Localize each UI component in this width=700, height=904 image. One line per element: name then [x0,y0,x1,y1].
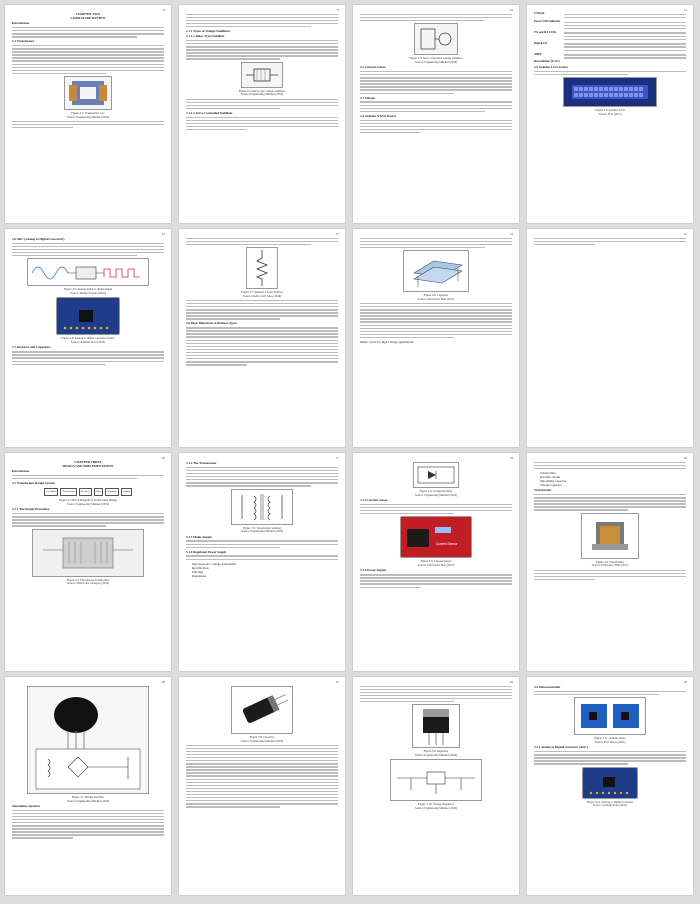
figure-source: Source: Design Fortune (2021) [70,290,106,295]
page-number: 23 [683,680,687,684]
pin-row: AREF [534,53,686,61]
page-20 [5,677,171,895]
figure-caption: Figure 3.4: Voltage Rectifier [419,489,453,493]
figure-source: Source: Adafruit Store (2015) [592,803,628,808]
page-number: 11 [683,8,687,12]
figure-source: Source: Radio Craft Sales (2019) [242,293,282,298]
section-heading: 2.5 Arduino LCD Screen [534,64,568,69]
section-heading: 2.8 Basic Behaviour of Resistor Types [186,321,237,326]
section-heading: 3.1.2 The Transformer [186,461,217,465]
page-content [186,12,338,219]
page-content [534,236,686,443]
section-heading: Smoothing capacitor [12,804,41,808]
adc-signal-figure [27,258,149,286]
section-heading: 2.1 Transformer [12,39,35,44]
figure-caption: Figure 2.2: Relay type voltage stabilizer [238,88,286,93]
section-heading: 3.1.1 The Design Procedure [12,507,50,512]
figure-source: Source: Engineering Mindset (2019) [240,529,284,534]
page-22 [353,677,519,895]
figure-source: Source: Engineering Mindset (2019) [414,59,458,64]
figure-caption: Figure 3.7: Bridge Rectifier [71,795,105,799]
page-19 [527,453,693,671]
page-content [12,236,164,443]
page-9 [179,5,345,223]
page-number: 16 [161,456,165,460]
page-content [360,460,512,667]
page-number: 12 [161,232,165,236]
list-item: Transformer [540,470,556,475]
list-item: Smoothing capacitor [540,479,567,484]
list-item: Step down AC voltage from mains [192,561,237,566]
capacitor-photo-figure [231,686,293,734]
block-transformer: Transformer [60,488,76,496]
page-content [12,12,164,219]
voltage-regulator-figure [390,759,482,801]
figure-caption: Figure 2.7: Resistor Circuit Symbol [241,290,283,295]
figure-source: Source: Engineering Mindset (2019) [66,798,110,803]
page-content [534,460,686,667]
transformer-core-figure [64,76,112,110]
section-heading: 3.1.5 Current sensor [360,498,388,502]
page-15 [527,229,693,447]
figure-source: Source: Engineering Mindset (2019) [240,738,284,743]
page-8 [5,5,171,223]
section-heading: 3.1.3 Mains Supply [186,534,213,539]
current-sensor-figure [400,516,472,558]
section-heading: 2.1.1.2 Servo Controlled Stabilizer [186,110,233,115]
figure-source: Source: Electronics Hub (2017) [417,296,455,301]
chapter-title: CHAPTER TWO [75,12,101,16]
pin-row: Digital I/O [534,42,686,53]
figure-caption: Figure 3.9: Regulator [423,749,449,754]
adc-board-figure [56,297,120,335]
page-number: 14 [509,232,513,236]
section-heading: 3.1.4 Regulated Power Supply [186,549,227,554]
page-content [534,12,686,219]
figure-caption: Figure 2.1: Transformer core [71,111,105,116]
regulator-figure [412,704,460,748]
page-content [186,236,338,443]
figure-caption: Figure 3.1: Block Diagram of Transformer Design [58,498,118,503]
list-item: Voltage regulator [540,483,562,488]
block-output: Output [121,488,132,496]
transformer-photo-figure [581,513,639,559]
section-heading: 2.1.1.1 Relay Type Stabilizer [186,34,225,39]
figure-source: Source: Fort Pierce (2021) [594,739,626,744]
page-number: 8 [163,8,165,12]
pin-row: TX and RX LEDs [534,31,686,42]
pin-row: Reset Button (S1/S2) [534,59,560,64]
page-12 [5,229,171,447]
section-heading: 3.2.1 Analog to Digital converter (ADC) [534,745,588,750]
section-heading: 2.1.1 Types of Voltage Stabilizers [186,29,231,34]
figure-caption: Figure 2.8: Capacitor [423,293,449,298]
figure-caption: Figure 3.2: The Step-up Transformer [66,577,110,582]
block-diagram [12,488,164,496]
list-item: Rectification [192,565,209,570]
section-heading: 2.7 Resistors and Capacitors [12,345,51,350]
pin-row: USB pin [534,12,686,20]
section-heading: 3.2 Microcontroller [534,685,561,689]
page-content [360,12,512,219]
figure-source: Source: Math Labs, Glasgow (2016) [66,581,110,586]
list-item: Rectifier circuit [540,475,561,480]
relay-stabilizer-figure [241,62,283,88]
section-heading: Introduction [12,469,30,474]
figure-caption: Figure 3.6: Transformer [596,559,624,564]
section-heading: 2.2 Current Sensor [360,65,386,70]
page-14 [353,229,519,447]
section-heading: 2.6 ADC (Analog to Digital Converter) [12,237,65,241]
figure-source: Source: Electronics Hub (2017) [591,563,629,568]
chapter-subtitle: DESIGN AND IMPLEMENTATION [62,464,114,469]
chapter-subtitle: LITERATURE REVIEW [70,16,106,21]
section-heading: Transformer [534,488,552,493]
block-ac-mains: AC Mains [44,488,58,496]
pin-row: Power LED indicator [534,20,686,31]
figure-caption: Figure 2.4: Arduino LCD [595,108,625,113]
figure-source: Source: Engineering Mindset (2019) [414,752,458,757]
page-13 [179,229,345,447]
figure-source: Source: Engineering Mindset (2019) [66,501,110,506]
page-number: 9 [337,8,339,12]
page-content [186,684,338,891]
section-heading: 2.4 Arduino NANO Board [360,113,396,118]
adc-module-figure [582,767,638,799]
chapter-title: CHAPTER THREE [74,460,102,464]
page-content [12,684,164,891]
section-heading: 3.1 Transformer Design System [12,481,55,486]
page-number: 15 [683,232,687,236]
figure-caption: Figure 2.3: Servo controlled voltage stabilizer [409,56,463,61]
page-content [186,460,338,667]
step-up-transformer-figure [32,529,144,577]
page-number: 21 [335,680,339,684]
page-number: 18 [509,456,513,460]
figure-source: Source: IT.k, (2017) [598,111,622,116]
page-11 [527,5,693,223]
page-content [360,236,512,443]
figure-source: Source: Electronics Hub (2017) [417,562,455,567]
page-number: 19 [683,456,687,460]
page-content [534,684,686,891]
figure-caption: Figure 3.5: Current Sensor [420,559,452,564]
figure-source: Source: Engineering Mindset (2019) [240,92,284,97]
page-content [12,460,164,667]
figure-caption: Figure 2.6: Analog to digital converter (ADC) [61,336,115,341]
resistor-symbol-figure [246,247,278,289]
section-heading: 3.1.6 Power Supply [360,568,387,573]
figure-source: Source: Engineering Mindset (2019) [414,492,458,497]
lcd-screen-figure [563,77,657,107]
page-number: 20 [161,680,165,684]
block-rectifier: Rectifier [79,488,92,496]
figure-caption: Figure 3.10: Voltage Regulator [418,802,454,807]
block-filter: Filter [94,488,103,496]
bridge-rectifier-figure [27,686,149,794]
page-content [360,684,512,891]
figure-source: Source: Adafruit Store (2015) [70,339,106,344]
servo-stabilizer-figure [414,23,458,55]
figure-source: Source: Engineering Mindset (2019) [414,805,458,810]
capacitor-figure [403,250,469,292]
figure-source: Source: Engineering Mindset (2019) [66,114,110,119]
section-heading: Introduction [12,21,30,26]
figure-caption: Figure 3.11: Arduino Nano [594,736,626,741]
voltage-rectifier-figure [413,462,459,488]
page-10 [353,5,519,223]
arduino-nano-figure [574,697,646,735]
page-21 [179,677,345,895]
page-number: 22 [509,680,513,684]
list-item: Filtering [192,569,203,574]
page-16 [5,453,171,671]
figure-caption: Figure 2.5: Analog signal to digital signal [63,287,113,292]
list-item: Regulation [192,573,206,578]
page-number: 17 [335,456,339,460]
block-regulator: Regulator [105,488,119,496]
page-23 [527,677,693,895]
body-text: Ohms: Good for high voltage applications [360,339,414,344]
page-17 [179,453,345,671]
figure-caption: Figure 3.12: Analog to Digital converter [586,799,634,804]
page-number: 10 [509,8,513,12]
page-18 [353,453,519,671]
transformer-winding-figure [231,489,293,525]
current-sensor-label: Current Sensor [436,542,458,547]
section-heading: 2.3 Voltage [360,95,375,100]
figure-caption: Figure 3.3: Transformer winding [243,525,281,530]
page-number: 13 [335,232,339,236]
figure-caption: Figure 3.8: Capacitor [249,735,275,739]
